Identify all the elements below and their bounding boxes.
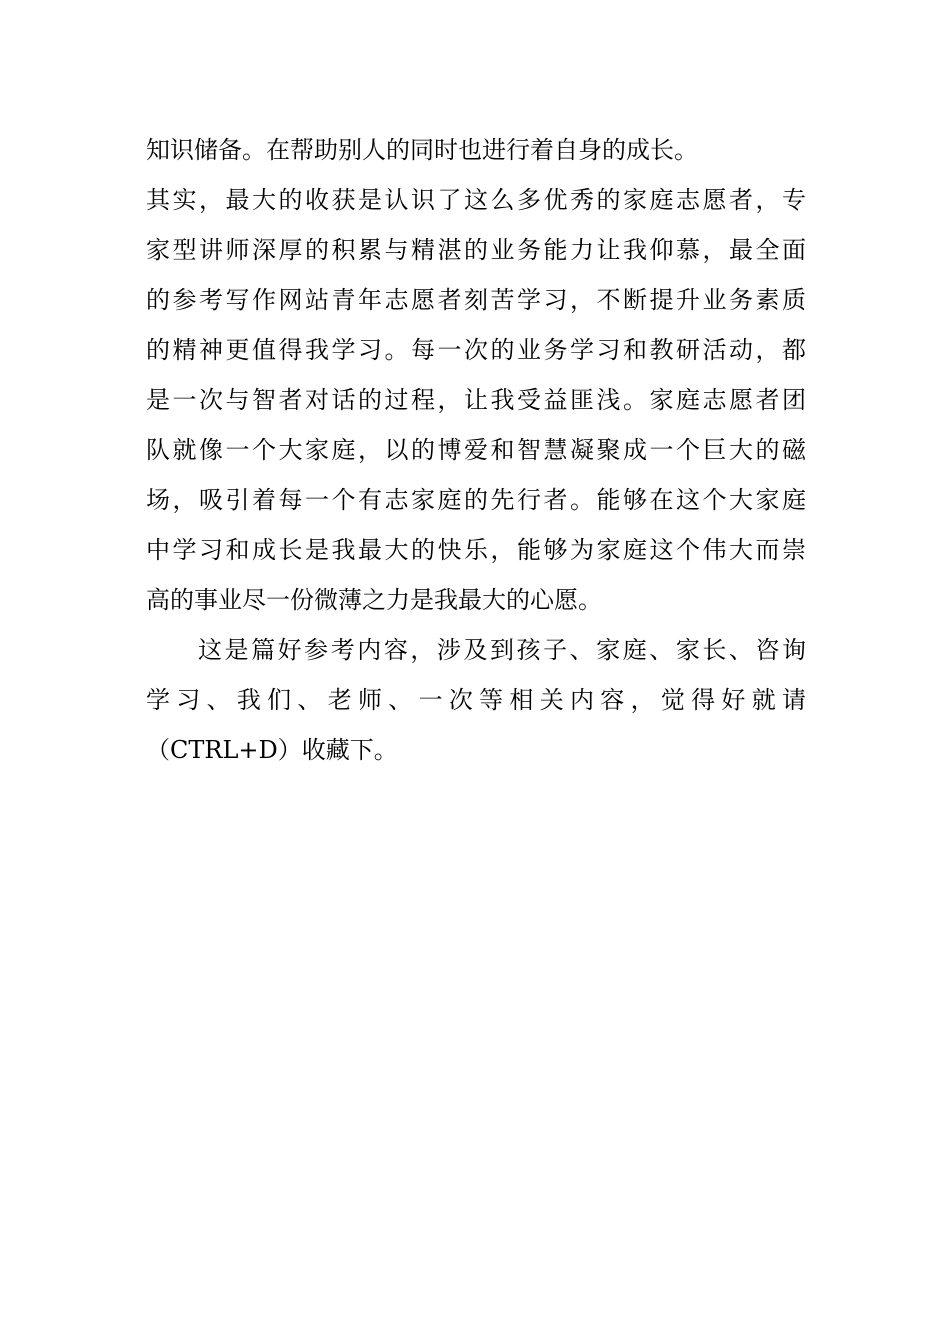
- text-line: 知识储备。在帮助别人的同时也进行着自身的成长。: [146, 136, 698, 164]
- text-line: 其实，最大的收获是认识了这么多优秀的家庭志愿者，专: [146, 186, 806, 214]
- text-line: 的参考写作网站青年志愿者刻苦学习，不断提升业务素质: [146, 286, 806, 314]
- text-line: 的精神更值得我学习。每一次的业务学习和教研活动，都: [146, 336, 806, 364]
- text-line: （CTRL+D）收藏下。: [146, 736, 398, 764]
- text-line: 是一次与智者对话的过程，让我受益匪浅。家庭志愿者团: [146, 386, 806, 414]
- text-line: 家型讲师深厚的积累与精湛的业务能力让我仰慕，最全面: [146, 236, 806, 264]
- text-line: 中学习和成长是我最大的快乐，能够为家庭这个伟大而崇: [146, 536, 806, 564]
- text-line: 高的事业尽一份微薄之力是我最大的心愿。: [146, 586, 602, 614]
- text-line: 场，吸引着每一个有志家庭的先行者。能够在这个大家庭: [146, 486, 806, 514]
- text-line: 队就像一个大家庭，以的博爱和智慧凝聚成一个巨大的磁: [146, 436, 806, 464]
- text-line: 这是篇好参考内容，涉及到孩子、家庭、家长、咨询: [198, 636, 806, 664]
- text-line: 学习、我们、老师、一次等相关内容，觉得好就请: [146, 686, 806, 714]
